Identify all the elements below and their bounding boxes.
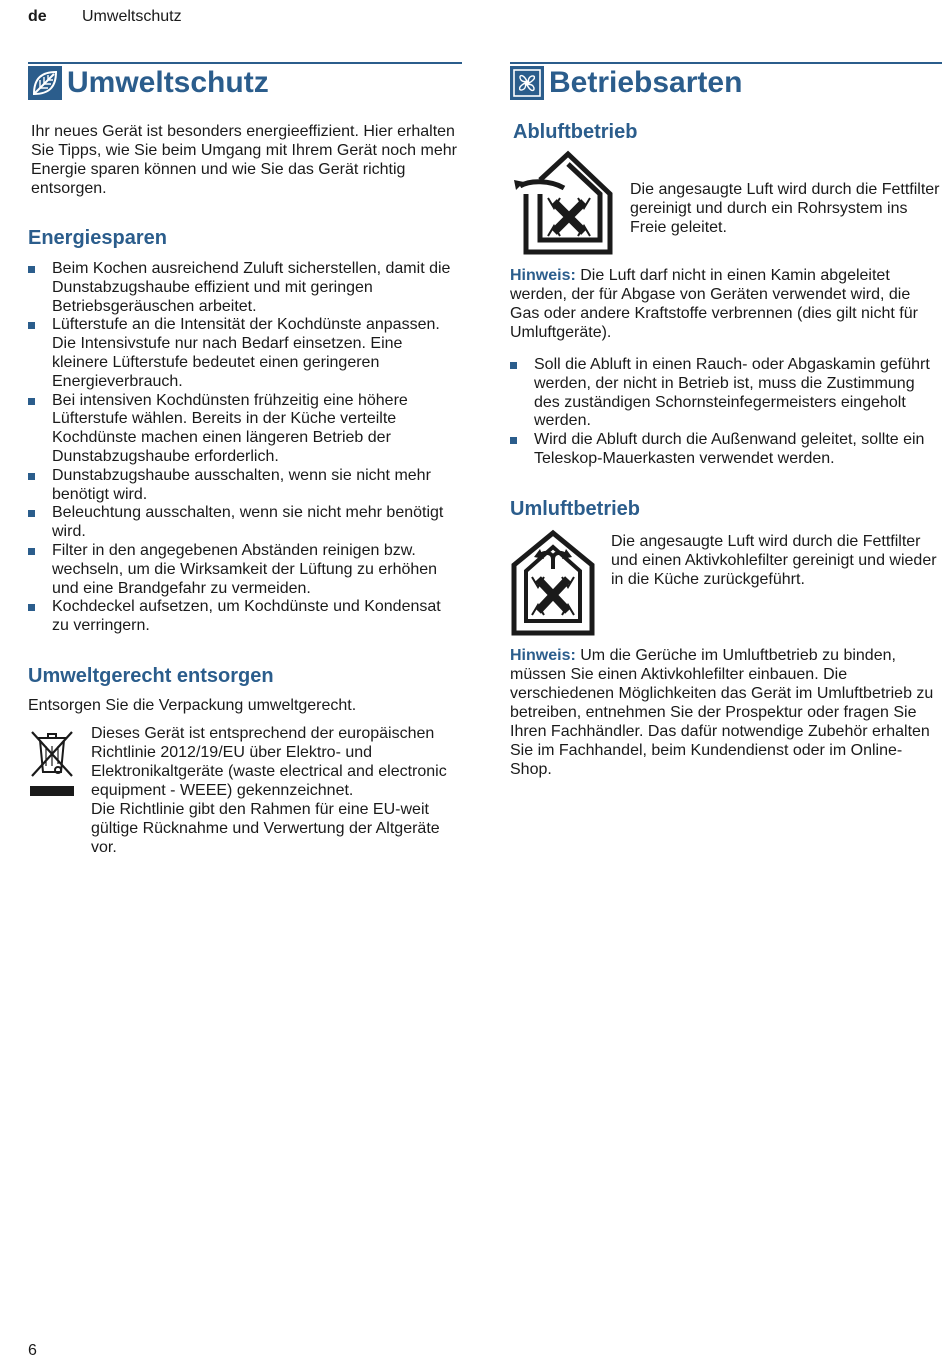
list-item: Bei intensiven Kochdünsten frühzeitig eine höhere Lüfterstufe wählen. Bereits in der Küche verteilte Kochdünste machen einen längeren Betrieb der Dunstabzugshaube erforderlich. [28,392,462,467]
hint-label: Hinweis: [510,267,576,284]
header-section-title: Umweltschutz [82,8,182,25]
intro-paragraph: Ihr neues Gerät ist besonders energieeffizient. Hier erhalten Sie Tipps, wie Sie beim Umgang mit Ihrem Gerät noch mehr Energie sparen können und wie Sie das Gerät richtig entsorgen. [31,123,457,197]
heading-energiesparen: Energiesparen [28,227,167,249]
header-language: de [28,8,47,25]
weee-text-directive: Die Richtlinie gibt den Rahmen für eine EU-weit gültige Rücknahme und Verwertung der Altgeräte vor. [91,800,440,856]
page-number: 6 [28,1342,37,1359]
heading-umluftbetrieb: Umluftbetrieb [510,497,640,520]
hint-text: Um die Gerüche im Umluftbetrieb zu binden, müssen Sie einen Aktivkohlefilter einbauen. Die verschiedenen Möglichkeiten das Gerät im Umluftbetrieb zu betreiben, entnehmen Sie der Prospektur oder fragen Sie Ihren Fachhändler. Das dafür notwendige Zubehör erhalten Sie im Fachhandel, beim Kundendienst oder im Online-Shop. [510,646,934,778]
weee-text: Dieses Gerät ist entsprechend der europäischen Richtlinie 2012/19/EU über Elektro- und Elektronikaltgeräte (waste electrical and electronic equipment - WEEE) gekennzeichnet. [91,724,447,799]
recirculation-hint [510,646,942,779]
left-column [28,62,462,874]
list-item: Dunstabzugshaube ausschalten, wenn sie nicht mehr benötigt wird. [28,467,462,505]
exhaust-hint [510,266,942,342]
list-item: Filter in den angegebenen Abständen reinigen bzw. wechseln, um die Wirksamkeit der Lüftung zu erhöhen und eine Brandgefahr zu vermeiden. [28,542,462,598]
hint-text: Die Luft darf nicht in einen Kamin abgeleitet werden, der für Abgase von Geräten verwendet wird, die Gas oder andere Kraftstoffe verbrennen (dies gilt nicht für Umluftgeräte). [510,267,918,341]
list-item: Kochdeckel aufsetzen, um Kochdünste und Kondensat zu verringern. [28,598,462,636]
exhaust-notes-list [510,356,942,469]
list-item: Lüfterstufe an die Intensität der Kochdünste anpassen. Die Intensivstufe nur nach Bedarf einsetzen. Eine kleinere Lüfterstufe bedeutet einen geringeren Energieverbrauch. [28,316,462,391]
exhaust-description: Die angesaugte Luft wird durch die Fettfilter gereinigt und durch ein Rohrsystem ins Freie geleitet. [630,181,940,236]
hint-label: Hinweis: [510,646,576,664]
weee-bin-icon [28,726,76,798]
recirculation-mode-block [510,529,942,641]
list-item: Soll die Abluft in einen Rauch- oder Abgaskamin geführt werden, der nicht in Betrieb ist, muss die Zustimmung des zuständigen Schornsteinfegermeisters eingeholt werden. [510,356,942,431]
heading-abluftbetrieb: Abluftbetrieb [513,121,638,143]
right-column [510,62,942,779]
heading-umweltgerecht-entsorgen: Umweltgerecht entsorgen [28,664,274,687]
section-header-umweltschutz [28,62,462,104]
page-title-umweltschutz: Umweltschutz [67,66,269,99]
section-header-betriebsarten [510,62,942,104]
list-item: Beleuchtung ausschalten, wenn sie nicht mehr benötigt wird. [28,504,462,542]
exhaust-mode-block [510,150,942,260]
dispose-intro: Entsorgen Sie die Verpackung umweltgerecht. [28,696,357,714]
list-item: Wird die Abluft durch die Außenwand geleitet, sollte ein Teleskop-Mauerkasten verwendet werden. [510,431,942,469]
fan-icon [510,66,544,100]
exhaust-mode-icon [510,150,614,256]
page-title-betriebsarten: Betriebsarten [549,66,743,99]
energy-tips-list [28,260,462,636]
weee-block [28,724,462,874]
recirculation-mode-icon [510,529,596,637]
list-item: Beim Kochen ausreichend Zuluft sicherstellen, damit die Dunstabzugshaube effizient und mit geringen Betriebsgeräuschen arbeitet. [28,260,462,316]
recirculation-description: Die angesaugte Luft wird durch die Fettfilter und einen Aktivkohlefilter gereinigt und wieder in die Küche zurückgeführt. [611,532,937,588]
leaf-icon [28,66,62,100]
